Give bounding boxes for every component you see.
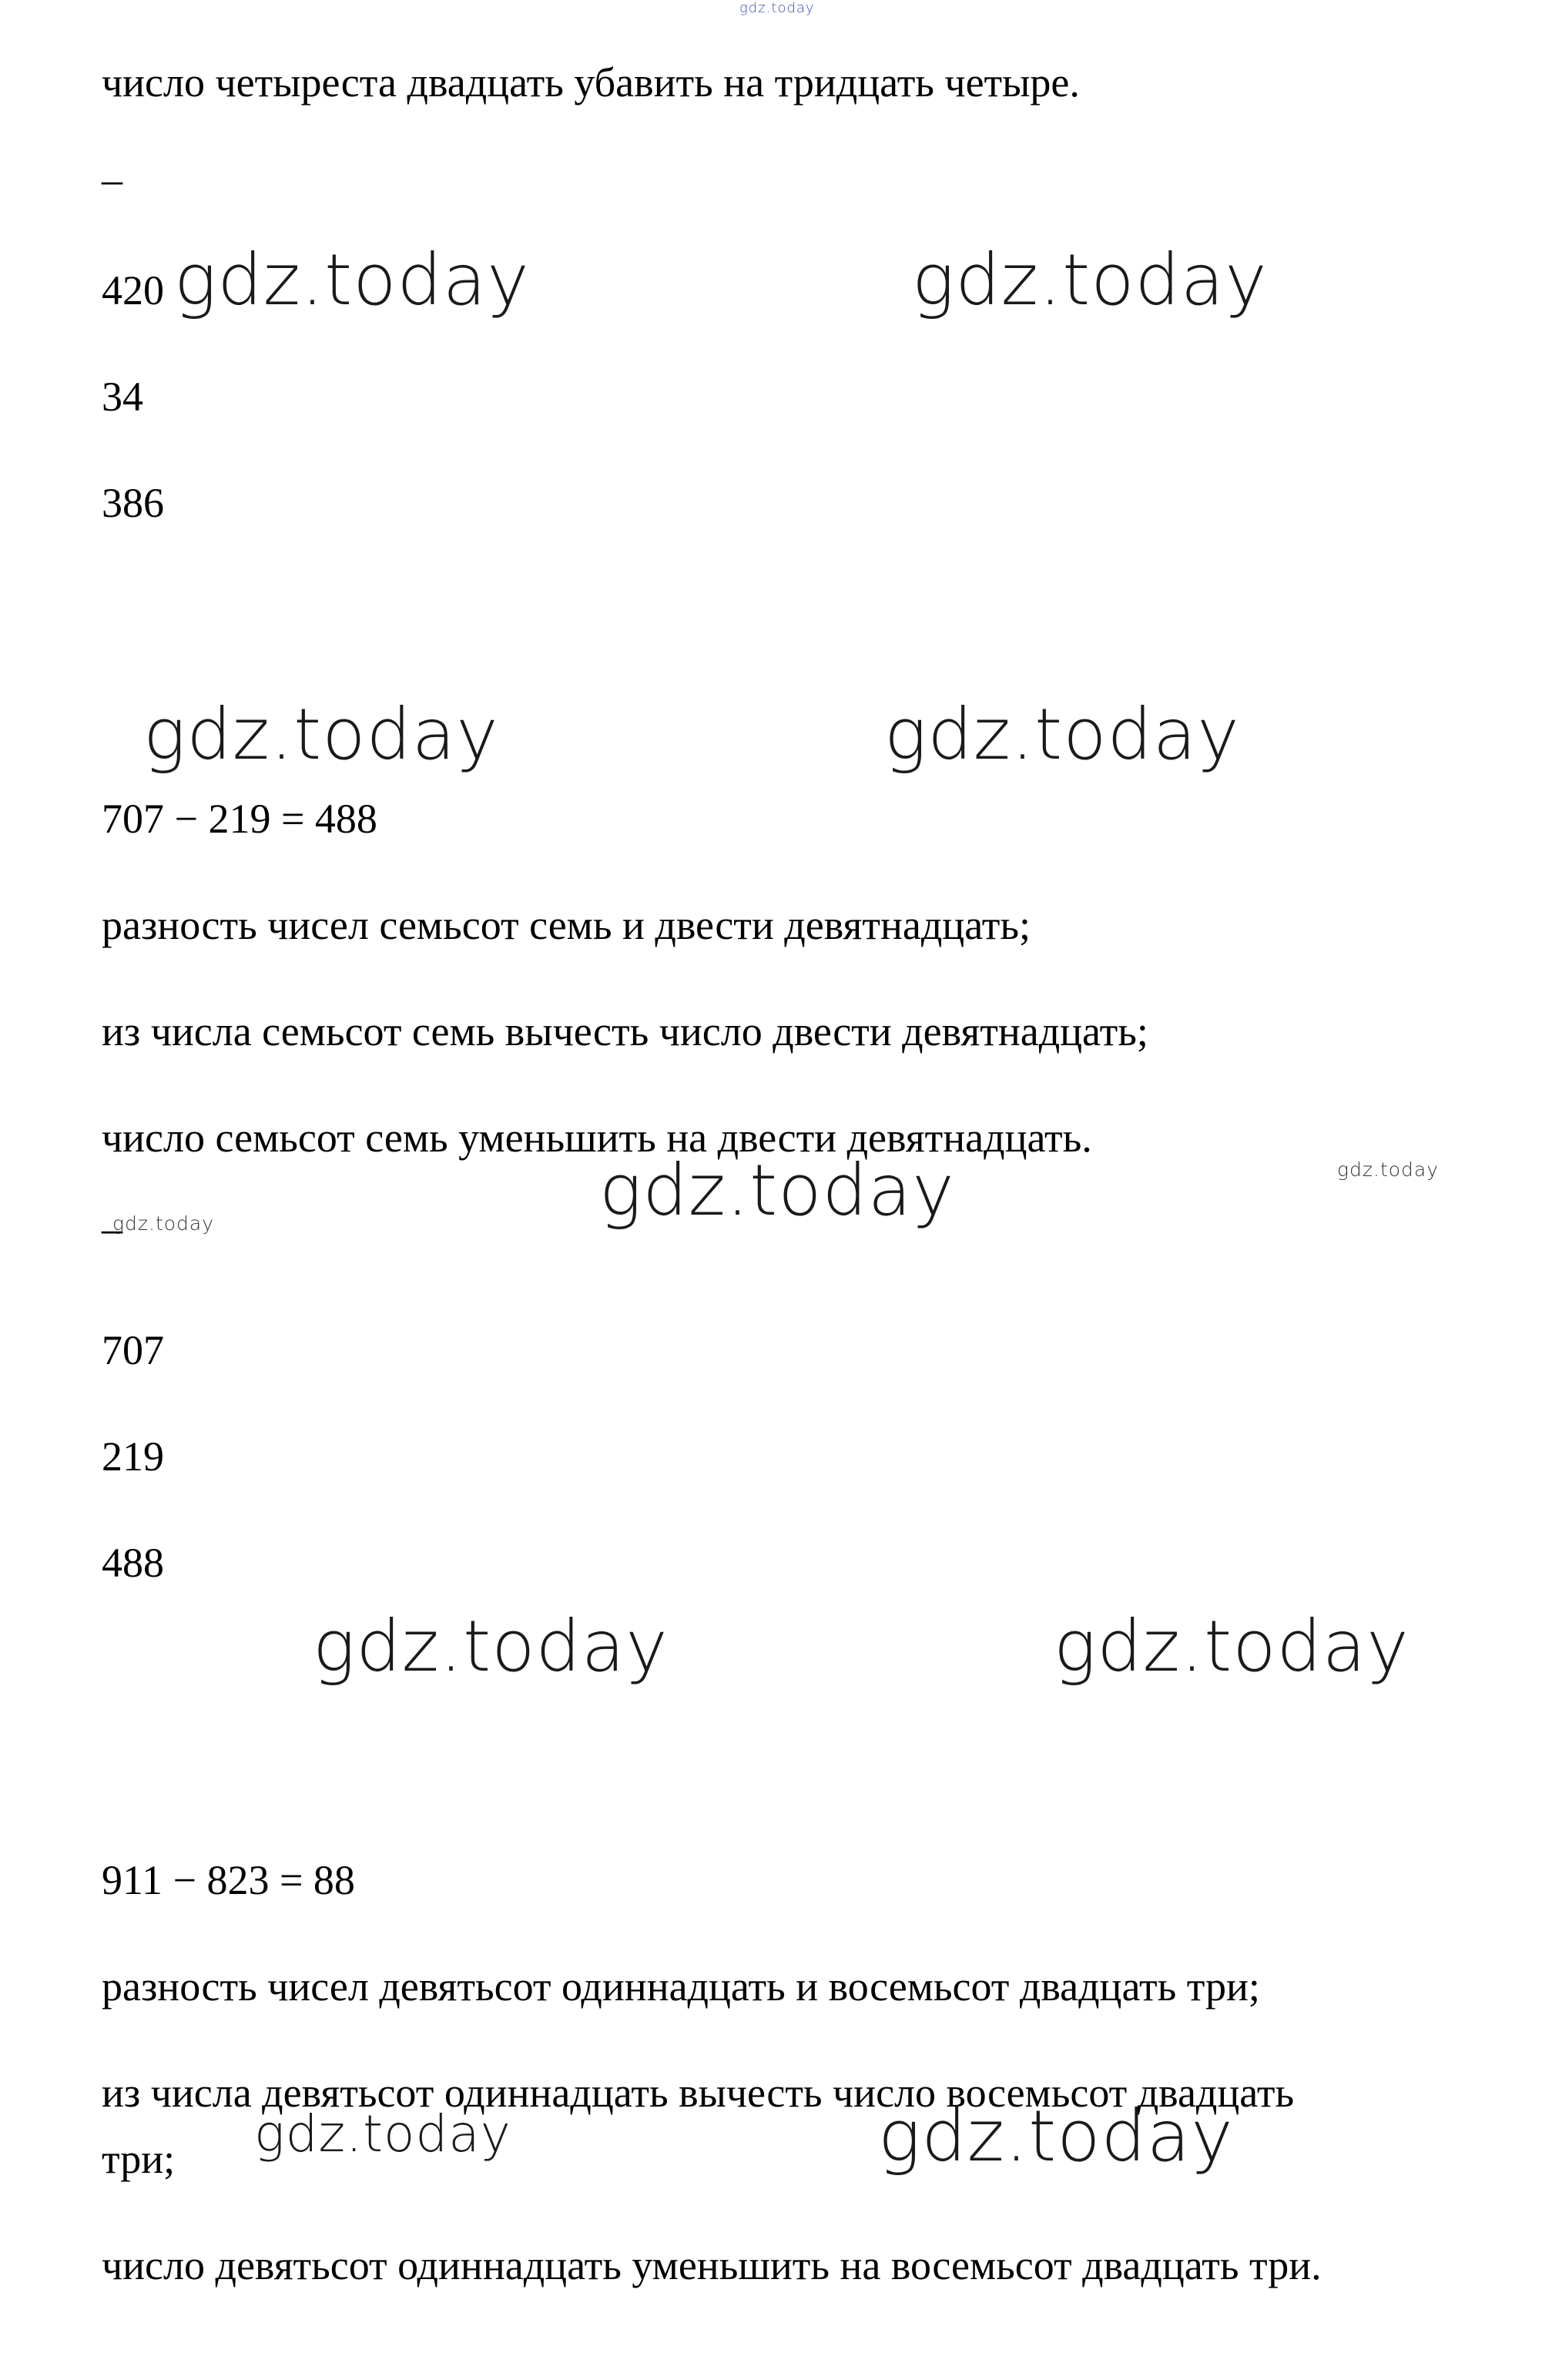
watermark: gdz.today [174, 239, 530, 321]
watermark: gdz.today [143, 693, 499, 776]
watermark: gdz.today [912, 239, 1268, 321]
watermark: gdz.today [599, 1149, 955, 1232]
watermark: gdz.today [884, 693, 1240, 776]
text-line: разность чисел девятьсот одиннадцать и восемьсот двадцать три; [102, 1963, 1260, 2010]
difference: 488 [102, 1540, 164, 1586]
watermark: gdz.today [313, 1605, 669, 1688]
equation: 707 − 219 = 488 [102, 796, 377, 842]
minuend: 420 [102, 267, 164, 313]
watermark: gdz.today [1054, 1605, 1410, 1688]
text-line: число семьсот семь уменьшить на двести девятнадцать. [102, 1115, 1092, 1161]
subtrahend: 219 [102, 1433, 164, 1480]
text-line: из числа девятьсот одиннадцать вычесть число восемьсот двадцать [102, 2070, 1295, 2116]
watermark: gdz.today [739, 0, 815, 16]
text-line: число четыреста двадцать убавить на тридцать четыре. [102, 59, 1080, 106]
difference: 386 [102, 480, 164, 526]
watermark: gdz.today [878, 2095, 1234, 2177]
watermark: gdz.today [1337, 1158, 1440, 1181]
minuend: 707 [102, 1327, 164, 1373]
subtrahend: 34 [102, 374, 143, 420]
text-line: разность чисел семьсот семь и двести девятнадцать; [102, 902, 1031, 948]
watermark: gdz.today [254, 2104, 511, 2164]
minus-sign: – [102, 156, 122, 203]
watermark: gdz.today [112, 1212, 215, 1235]
equation: 911 − 823 = 88 [102, 1857, 355, 1903]
text-line: три; [102, 2136, 176, 2182]
minus-sign: – [102, 1205, 122, 1252]
text-line: число девятьсот одиннадцать уменьшить на восемьсот двадцать три. [102, 2242, 1322, 2288]
text-line: из числа семьсот семь вычесть число двести девятнадцать; [102, 1008, 1148, 1054]
